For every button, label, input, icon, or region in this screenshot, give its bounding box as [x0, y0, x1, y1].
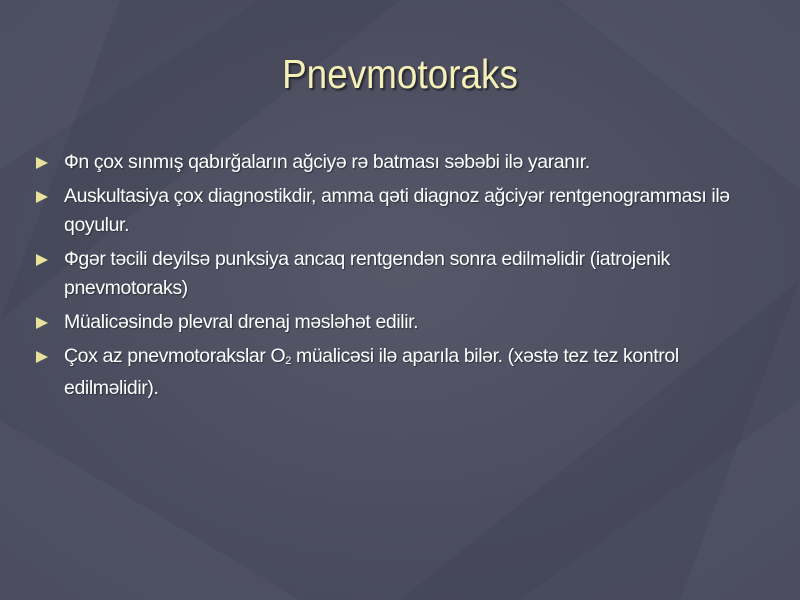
bullet-text-after: müalicəsi ilə aparıla bilər. (xəstə tez tez kontrol edilməlidir). [64, 345, 679, 399]
bullet-text-before: Çox az pnevmotorakslar O [64, 345, 286, 367]
bullet-arrow-icon [36, 317, 48, 329]
bullet-arrow-icon [36, 351, 48, 363]
bullet-item [36, 342, 776, 403]
subscript-text: 2 [285, 355, 291, 367]
bullet-text: Фgər təcili deyilsə punksiya ancaq rentgendən sonra edilməlidir (iatrojenik pnevmotoraks) [64, 248, 670, 299]
bullet-arrow-icon [36, 157, 48, 169]
bullet-list [36, 148, 776, 408]
bullet-text: Фn çox sınmış qabırğaların ağciyə rə batması səbəbi ilə yaranır. [64, 151, 590, 173]
bullet-item [36, 245, 776, 303]
bullet-item [36, 182, 776, 240]
bullet-arrow-icon [36, 254, 48, 266]
slide-title: Pnevmotoraks [282, 51, 518, 97]
bullet-text: Auskultasiya çox diagnostikdir, amma qəti diagnoz ağciyər rentgenogramması ilə qoyulur. [64, 185, 730, 236]
bullet-item [36, 148, 776, 177]
bullet-item [36, 308, 776, 337]
bullet-arrow-icon [36, 191, 48, 203]
bullet-text: Müalicəsində plevral drenaj məsləhət edilir. [64, 311, 419, 333]
